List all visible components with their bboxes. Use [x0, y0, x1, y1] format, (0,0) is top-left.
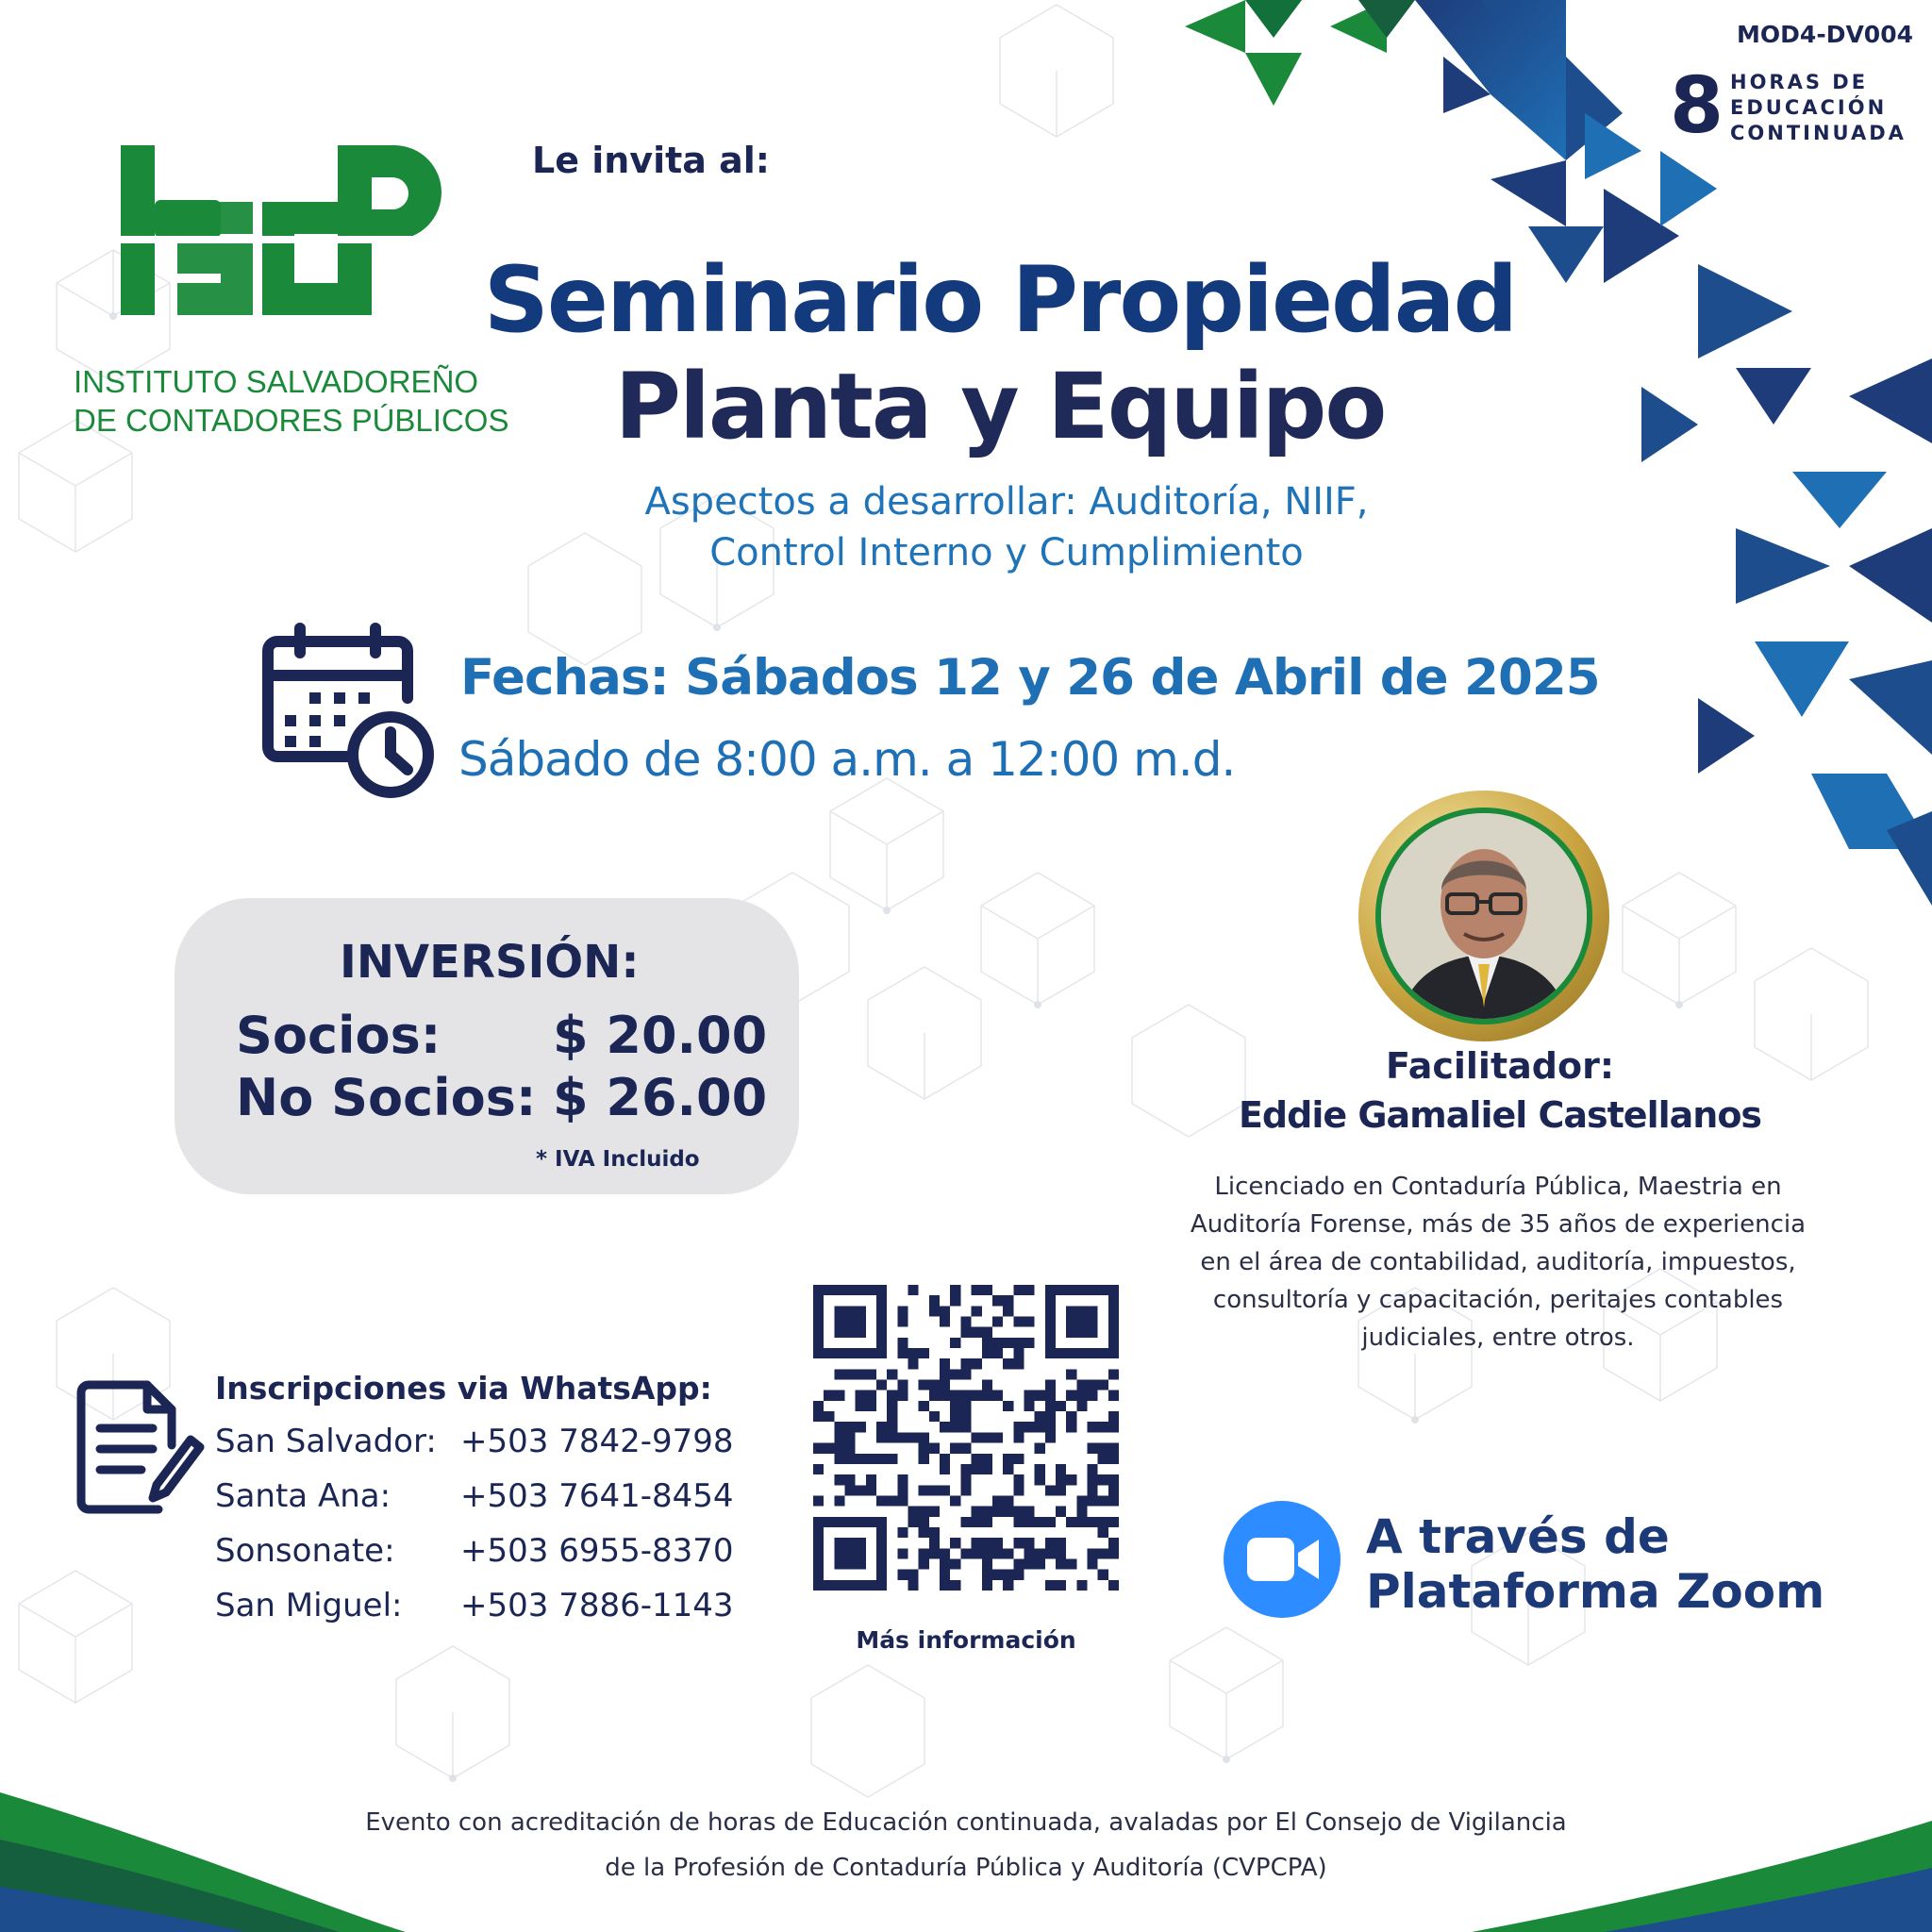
- registration-row: [215, 1423, 734, 1460]
- registration-row: [215, 1477, 734, 1515]
- registration-phone: +503 7886-1143: [460, 1587, 734, 1624]
- investment-price-no-socios: $ 26.00: [553, 1068, 768, 1127]
- event-schedule: Sábado de 8:00 a.m. a 12:00 m.d.: [458, 732, 1236, 787]
- calendar-clock-icon: [257, 621, 438, 802]
- zoom-label: A través de Plataforma Zoom: [1366, 1509, 1825, 1619]
- registration-city: San Salvador:: [215, 1423, 437, 1460]
- registration-row: [215, 1532, 734, 1570]
- registration-city: Sonsonate:: [215, 1532, 395, 1570]
- qr-code[interactable]: [813, 1285, 1119, 1591]
- registration-city: Santa Ana:: [215, 1477, 391, 1515]
- investment-price-socios: $ 20.00: [553, 1006, 768, 1065]
- footer-accreditation: Evento con acreditación de horas de Educación continuada, avaladas por El Consejo de Vigilancia de la Profesión de Contaduría Pública y Auditoría (CVPCPA): [365, 1808, 1567, 1882]
- hours-label: HORAS DE EDUCACIÓN CONTINUADA: [1730, 71, 1907, 144]
- hours-number: 8: [1670, 61, 1724, 151]
- event-title-line2: Planta y Equipo: [614, 354, 1386, 459]
- event-subtitle: Aspectos a desarrollar: Auditoría, NIIF, Control Interno y Cumplimiento: [644, 480, 1369, 575]
- event-dates: Fechas: Sábados 12 y 26 de Abril de 2025: [460, 649, 1600, 707]
- registration-phone: +503 7842-9798: [460, 1423, 734, 1460]
- investment-label-no-socios: No Socios:: [236, 1068, 537, 1127]
- document-pen-icon: [74, 1379, 209, 1517]
- registration-row: [215, 1587, 734, 1624]
- investment-title: INVERSIÓN:: [340, 936, 640, 989]
- video-camera-icon: [1221, 1498, 1343, 1621]
- investment-note: * IVA Incluido: [536, 1147, 700, 1172]
- registration-phone: +503 6955-8370: [460, 1532, 734, 1570]
- document-code: MOD4-DV004: [1737, 21, 1913, 48]
- event-title-line1: Seminario Propiedad: [483, 247, 1517, 353]
- investment-label-socios: Socios:: [236, 1006, 441, 1065]
- qr-caption: Más información: [856, 1626, 1076, 1654]
- facilitator-photo: [1375, 808, 1592, 1024]
- facilitator-title: Facilitador:: [1385, 1045, 1615, 1087]
- facilitator-bio: Licenciado en Contaduría Pública, Maestria en Auditoría Forense, más de 35 años de experiencia en el área de contabilidad, auditoría, impuestos, consultoría y capacitación, peritajes contables judiciales, entre otros.: [1190, 1173, 1807, 1352]
- facilitator-name: Eddie Gamaliel Castellanos: [1238, 1094, 1762, 1136]
- invite-text: Le invita al:: [532, 140, 770, 181]
- registration-title: Inscripciones via WhatsApp:: [215, 1370, 712, 1407]
- registration-city: San Miguel:: [215, 1587, 403, 1624]
- logo-caption: INSTITUTO SALVADOREÑO DE CONTADORES PÚBLICOS: [74, 364, 509, 438]
- registration-phone: +503 7641-8454: [460, 1477, 734, 1515]
